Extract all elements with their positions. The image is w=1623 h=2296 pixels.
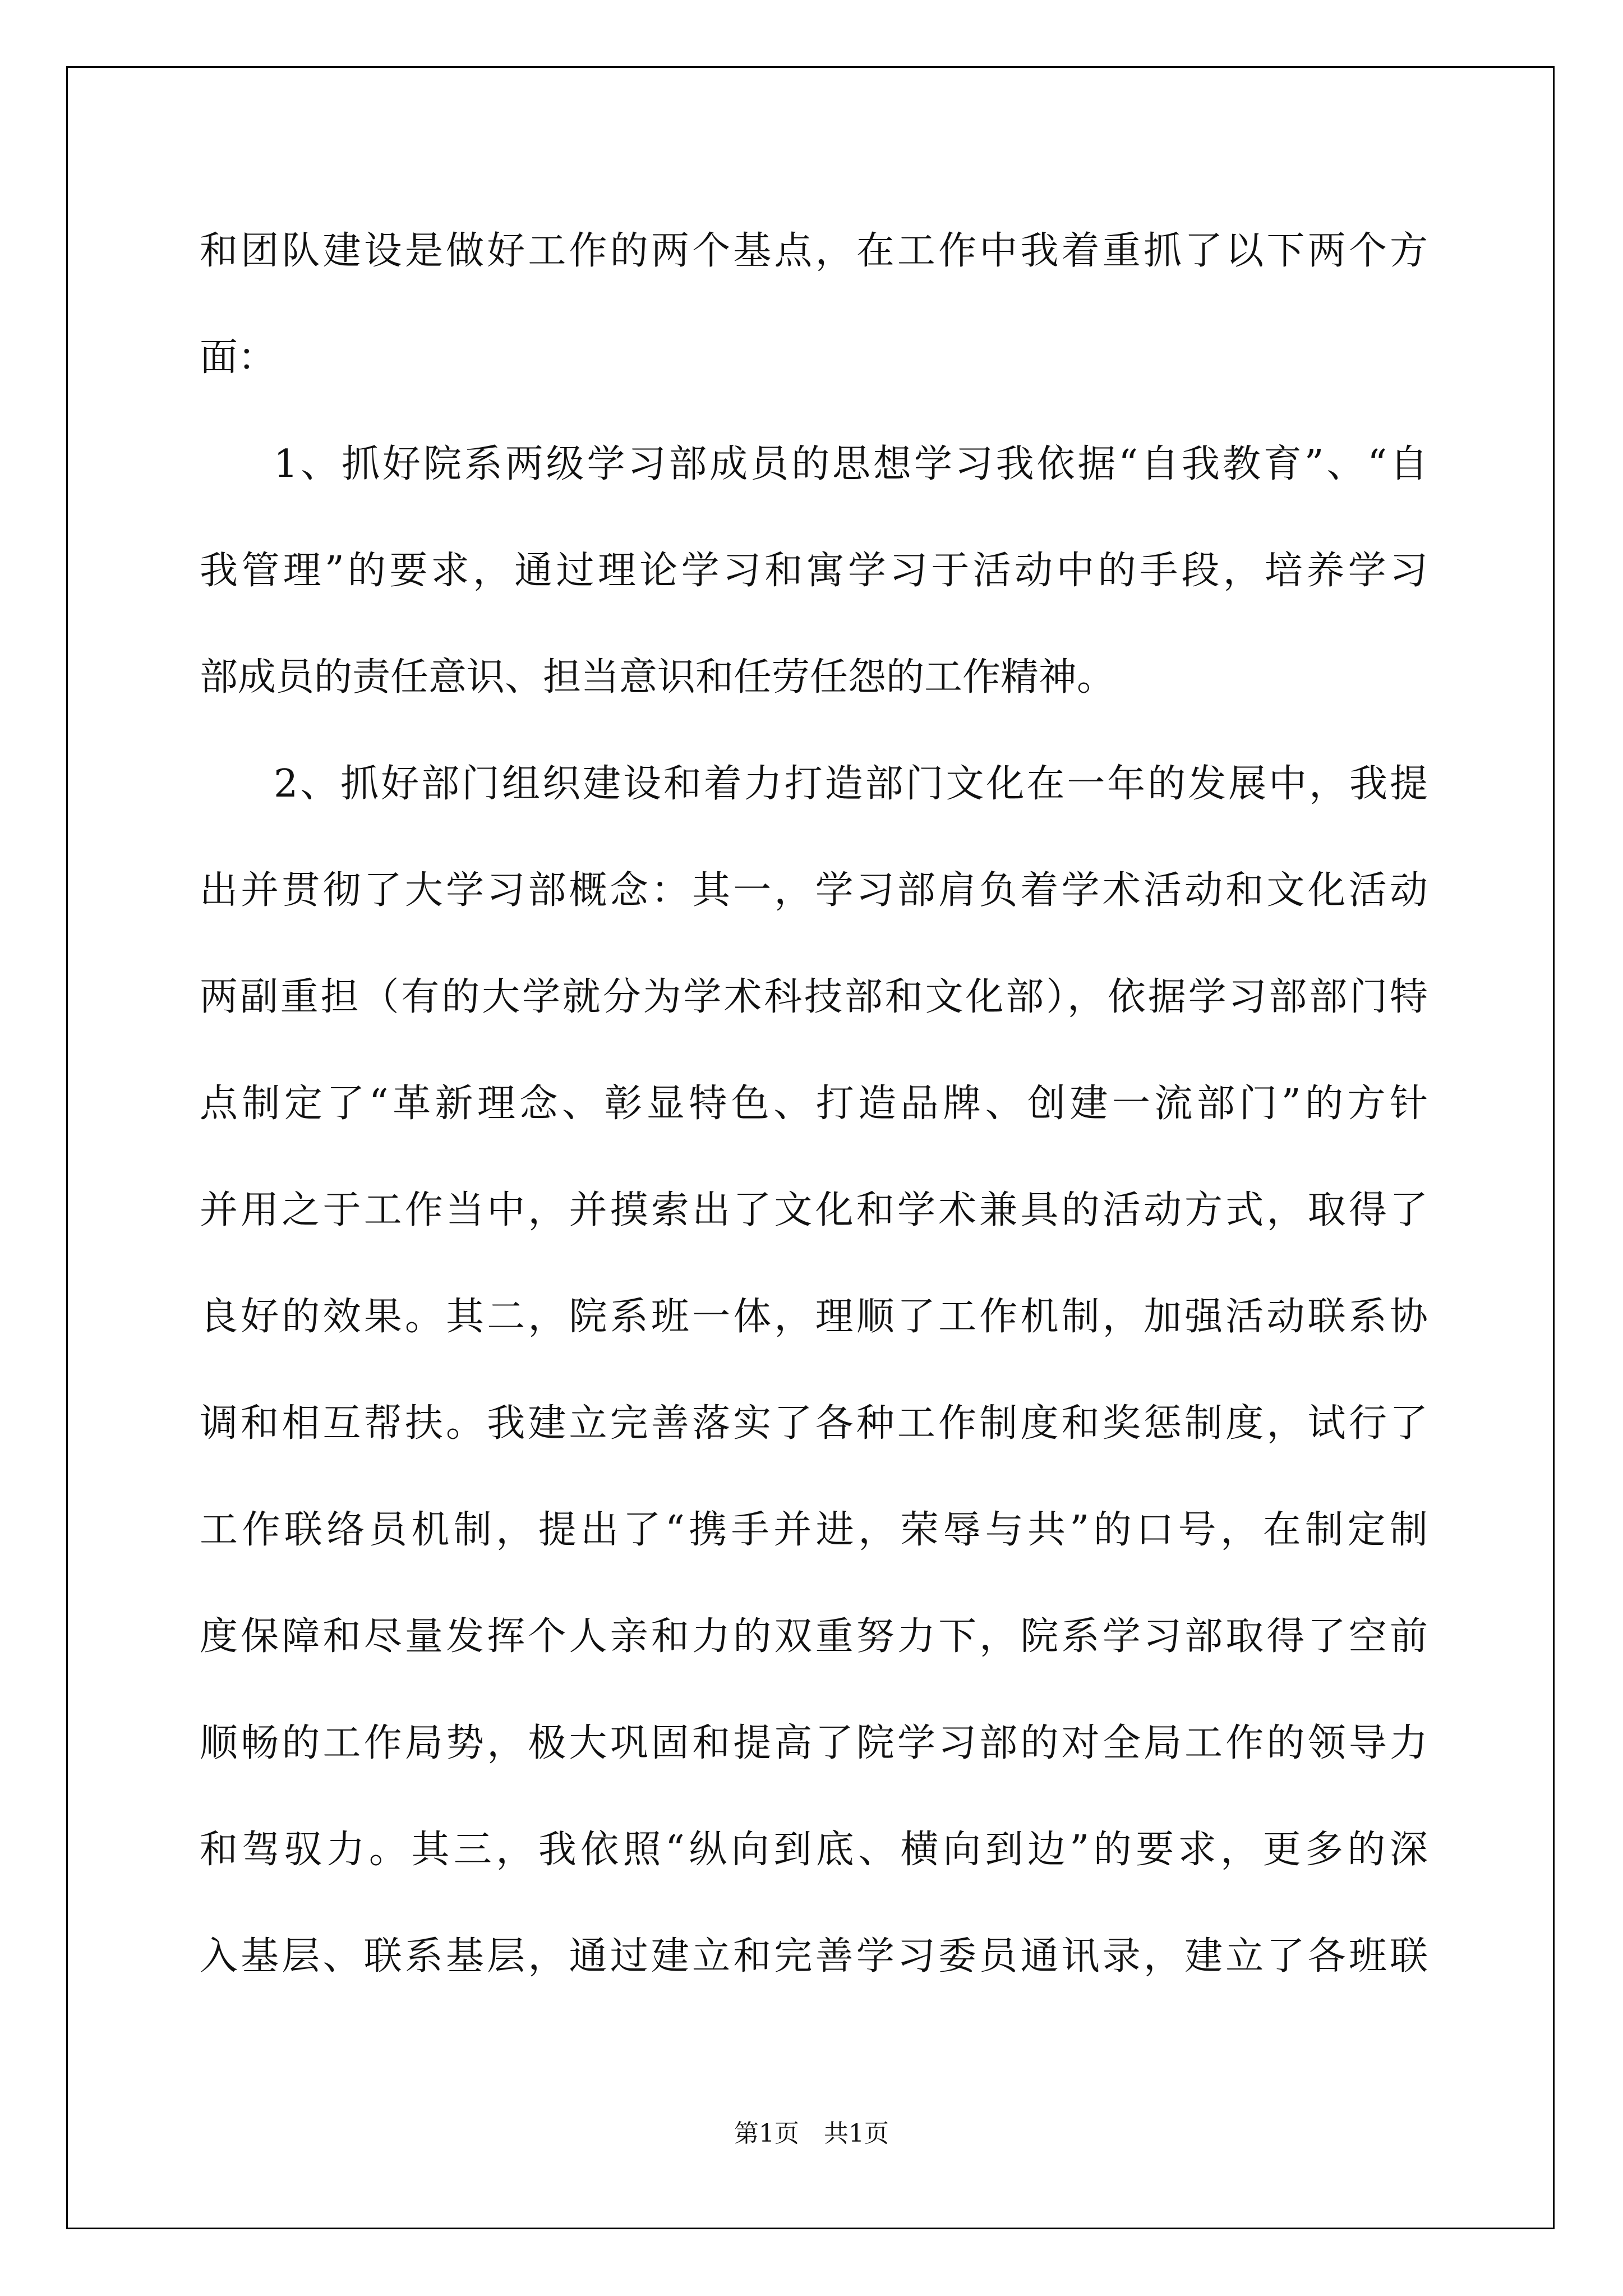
text-line: 和驾驭力。其三，我依照“纵向到底、横向到边”的要求，更多的深	[200, 1828, 1428, 1872]
text-line: 良好的效果。其二，院系班一体，理顺了工作机制，加强活动联系协	[200, 1295, 1428, 1339]
text-line: 2、抓好部门组织建设和着力打造部门文化在一年的发展中，我提	[274, 762, 1428, 806]
text-line: 调和相互帮扶。我建立完善落实了各种工作制度和奖惩制度，试行了	[200, 1401, 1428, 1446]
page-frame	[66, 66, 1555, 2229]
text-line: 度保障和尽量发挥个人亲和力的双重努力下，院系学习部取得了空前	[200, 1614, 1428, 1659]
text-line: 1、抓好院系两级学习部成员的思想学习我依据“自我教育”、“自	[274, 442, 1428, 486]
text-line: 出并贯彻了大学习部概念：其一，学习部肩负着学术活动和文化活动	[200, 868, 1428, 913]
text-line: 我管理”的要求，通过理论学习和寓学习于活动中的手段，培养学习	[200, 549, 1428, 593]
text-line: 并用之于工作当中，并摸索出了文化和学术兼具的活动方式，取得了	[200, 1188, 1428, 1232]
text-line: 顺畅的工作局势，极大巩固和提高了院学习部的对全局工作的领导力	[200, 1721, 1428, 1765]
page-number-footer: 第1页 共1页	[734, 2119, 889, 2148]
text-line: 和团队建设是做好工作的两个基点，在工作中我着重抓了以下两个方	[200, 229, 1428, 273]
text-line: 点制定了“革新理念、彰显特色、打造品牌、创建一流部门”的方针	[200, 1082, 1428, 1126]
text-line: 工作联络员机制，提出了“携手并进，荣辱与共”的口号，在制定制	[200, 1508, 1428, 1552]
text-line: 入基层、联系基层，通过建立和完善学习委员通讯录，建立了各班联	[200, 1934, 1428, 1978]
text-line: 面：	[200, 335, 276, 380]
text-line: 部成员的责任意识、担当意识和任劳任怨的工作精神。	[200, 655, 1115, 700]
text-line: 两副重担（有的大学就分为学术科技部和文化部），依据学习部部门特	[200, 975, 1428, 1019]
